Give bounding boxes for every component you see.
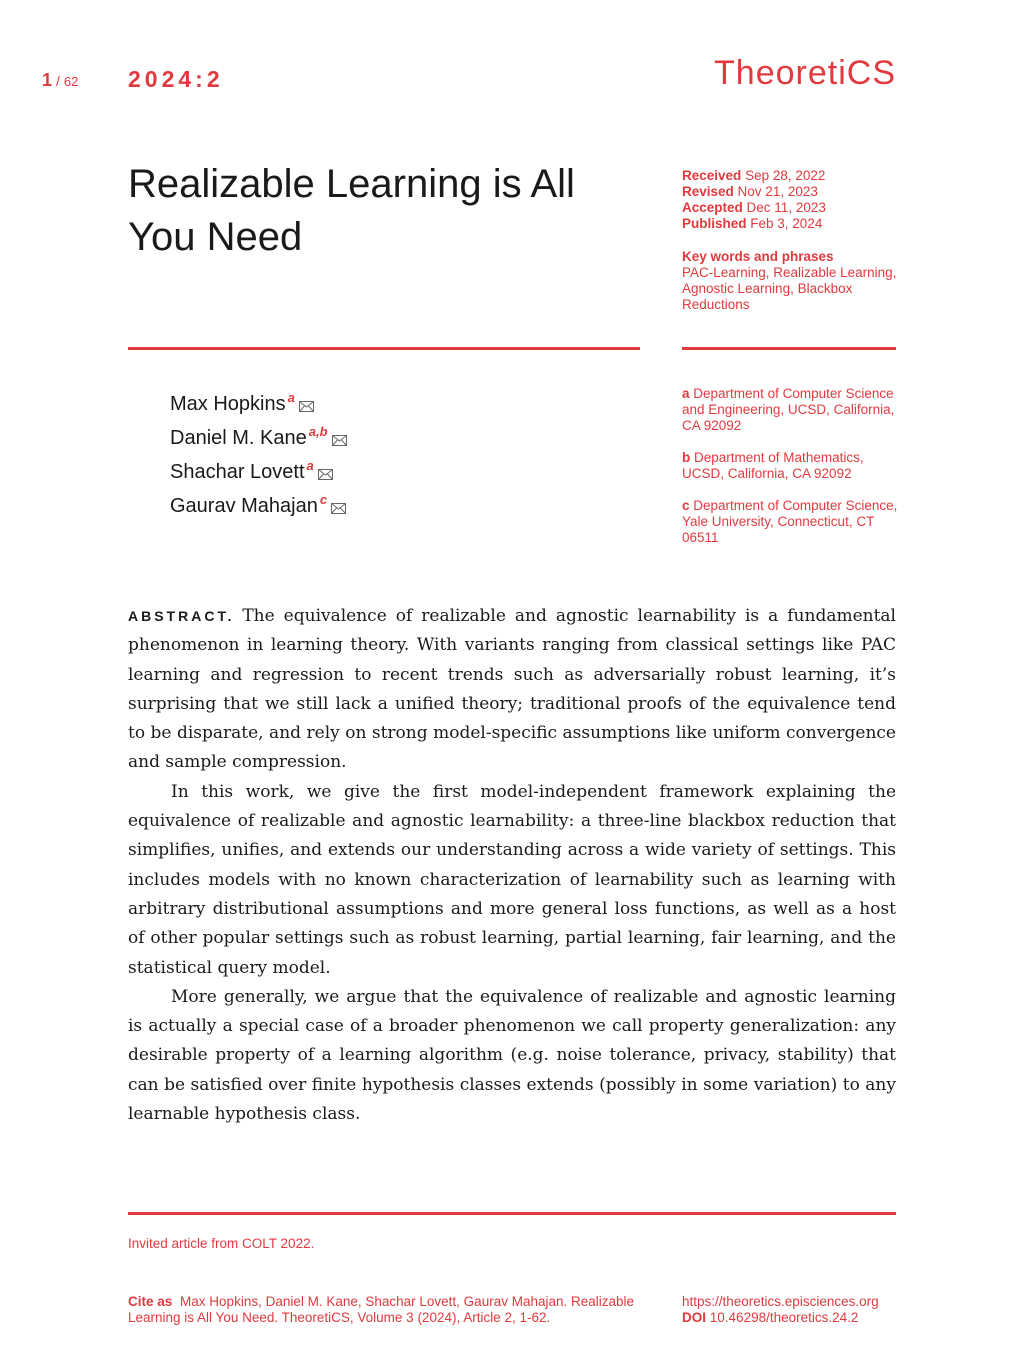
author-list [170,383,347,519]
author [170,451,347,485]
cite-text: Max Hopkins, Daniel M. Kane, Shachar Lovett, Gaurav Mahajan. Realizable Learning is All You Need. TheoretiCS, Volume 3 (2024), Article 2, 1-62. [128,1294,635,1325]
footer-divider [128,1212,896,1215]
abstract-paragraph: ABSTRACT. The equivalence of realizable and agnostic learnability is a fundamental phenomenon in learning theory. With variants ranging from classical settings like PAC learning and regression to recent trends such as adversarially robust learning, it’s surprising that we still lack a unified theory; traditional proofs of the equivalence tend to be disparate, and rely on strong model-specific assumptions like uniform convergence and sample compression. [128,606,896,773]
journal-url[interactable]: https://theoretics.episciences.org [682,1294,879,1309]
author-name: Max Hopkins [170,393,286,415]
author-name: Shachar Lovett [170,461,305,483]
publication-dates [682,168,902,232]
affiliation: c Department of Computer Science, Yale University, Connecticut, CT 06511 [682,498,898,545]
title-divider [128,347,640,350]
affiliation: b Department of Mathematics, UCSD, California, CA 92092 [682,450,864,481]
abstract-paragraph: More generally, we argue that the equivalence of realizable and agnostic learning is actually a special case of a broader phenomenon we call property generalization: any desirable property of a learning algorithm (e.g. noise tolerance, privacy, stability) that can be satisfied over finite hypothesis classes extends (possibly in some variation) to any learnable hypothesis class. [128,986,896,1125]
keywords [682,249,902,313]
date-received: Received Sep 28, 2022 [682,168,826,183]
sidebar-divider [682,347,896,350]
author [170,383,347,417]
author-name: Gaurav Mahajan [170,495,318,517]
abstract-paragraph: In this work, we give the first model-independent framework explaining the equivalence of realizable and agnostic learnability: a three-line blackbox reduction that simplifies, unifies, and extends our understanding across a wide variety of settings. This includes models with no known characterization of learnability such as learning with arbitrary distributional assumptions and more general loss functions, as well as a host of other popular settings such as robust learning, partial learning, fair learning, and the statistical query model. [128,781,896,978]
author-affiliation-mark: a [306,458,314,473]
author-affiliation-mark: c [319,492,328,507]
abstract-label: ABSTRACT. [128,608,235,624]
page-total: 62 [63,74,79,89]
date-revised: Revised Nov 21, 2023 [682,184,818,199]
doi-label: DOI [682,1310,707,1325]
author [170,485,347,519]
page-separator: / [56,73,60,89]
journal-logo: TheoretiCS [714,54,896,92]
author-affiliation-mark: a,b [308,424,328,439]
doi-value[interactable]: 10.46298/theoretics.24.2 [709,1310,859,1325]
date-accepted: Accepted Dec 11, 2023 [682,200,826,215]
doi [682,1310,902,1326]
footer-links [682,1294,902,1326]
page-current: 1 [42,70,53,90]
keywords-label: Key words and phrases [682,249,834,264]
paper-title: Realizable Learning is All You Need [128,162,575,259]
affiliation: a Department of Computer Science and Engineering, UCSD, California, CA 92092 [682,386,895,433]
cite-label: Cite as [128,1294,173,1309]
keywords-text: PAC-Learning, Realizable Learning, Agnostic Learning, Blackbox Reductions [682,265,897,312]
abstract [128,602,896,1129]
date-published: Published Feb 3, 2024 [682,216,823,231]
email-icon[interactable] [332,425,347,455]
page-number [42,70,78,91]
author-name: Daniel M. Kane [170,427,307,449]
affiliation-list [682,386,902,562]
invited-note: Invited article from COLT 2022. [128,1236,315,1251]
email-icon[interactable] [331,493,346,523]
author-affiliation-mark: a [287,390,295,405]
citation [128,1294,668,1326]
author [170,417,347,451]
issue-number: 2024:2 [128,66,224,92]
